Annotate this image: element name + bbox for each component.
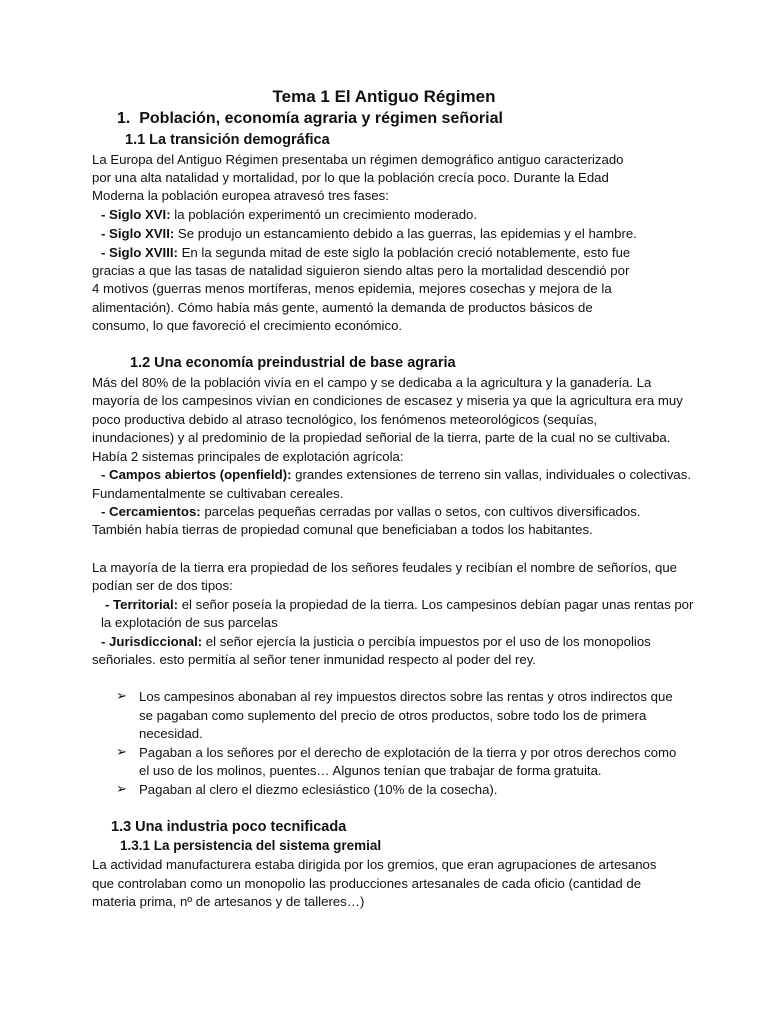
arrow-bullet-icon: ➢: [116, 744, 128, 759]
paragraph-line: la explotación de sus parcelas: [101, 615, 278, 630]
paragraph-line: podían ser de dos tipos:: [92, 578, 233, 593]
bullet-line: Pagaban a los señores por el derecho de explotación de la tierra y por otros derechos como: [139, 745, 677, 760]
paragraph-line: Moderna la población europea atravesó tres fases:: [92, 188, 389, 203]
text: Se produjo un estancamiento debido a las guerras, las epidemias y el hambre.: [174, 226, 637, 241]
text: En la segunda mitad de este siglo la población creció notablemente, esto fue: [177, 245, 631, 260]
paragraph-line: inundaciones) y al predominio de la propiedad señorial de la tierra, parte de la cual no se cultivaba.: [92, 430, 671, 445]
paragraph-line: La actividad manufacturera estaba dirigida por los gremios, que eran agrupaciones de artesanos: [92, 857, 657, 872]
paragraph-line: Más del 80% de la población vivía en el campo y se dedicaba a la agricultura y la ganadería. La: [92, 375, 652, 390]
term: - Siglo XVI:: [101, 207, 171, 222]
term: - Siglo XVIII:: [101, 245, 178, 260]
term: - Campos abiertos (openfield):: [101, 467, 292, 482]
term: - Territorial:: [105, 597, 179, 612]
term: - Siglo XVII:: [101, 226, 175, 241]
paragraph-line: gracias a que las tasas de natalidad siguieron siendo altas pero la mortalidad descendió por: [92, 263, 630, 278]
bullet-line: el uso de los molinos, puentes… Algunos tenían que trabajar de forma gratuita.: [139, 763, 602, 778]
paragraph-line: También había tierras de propiedad comunal que beneficiaban a todos los habitantes.: [92, 522, 593, 537]
bullet-line: se pagaban como suplemento del precio de otros productos, sobre todo los de primera: [139, 708, 647, 723]
paragraph-line: señoriales. esto permitía al señor tener inmunidad respecto al poder del rey.: [92, 652, 536, 667]
section-1-number: 1.: [117, 110, 131, 127]
bullet-line: Pagaban al clero el diezmo eclesiástico (10% de la cosecha).: [139, 782, 498, 797]
paragraph-line: La Europa del Antiguo Régimen presentaba un régimen demográfico antiguo caracterizado: [92, 152, 624, 167]
paragraph-line: poco productiva debido al atraso tecnológico, los fenómenos meteorológicos (sequías,: [92, 412, 598, 427]
heading-1-2: 1.2 Una economía preindustrial de base agraria: [130, 355, 456, 371]
paragraph-line: por una alta natalidad y mortalidad, por lo que la población crecía poco. Durante la Edad: [92, 170, 609, 185]
list-item-cercamientos: [101, 503, 640, 521]
paragraph-line: materia prima, nº de artesanos y de talleres…): [92, 894, 365, 909]
paragraph-line: consumo, lo que favoreció el crecimiento económico.: [92, 318, 403, 333]
heading-1-3: 1.3 Una industria poco tecnificada: [111, 819, 347, 835]
text: grandes extensiones de terreno sin vallas, individuales o colectivas.: [291, 467, 692, 482]
term: - Jurisdiccional:: [101, 634, 203, 649]
paragraph-line: alimentación). Cómo había más gente, aumentó la demanda de productos básicos de: [92, 300, 593, 315]
paragraph-line: Fundamentalmente se cultivaban cereales.: [92, 486, 344, 501]
bullet-line: Los campesinos abonaban al rey impuestos directos sobre las rentas y otros indirectos que: [139, 689, 673, 704]
text: el señor ejercía la justicia o percibía impuestos por el uso de los monopolios: [202, 634, 651, 649]
list-item-siglo-xvii: [101, 225, 637, 243]
paragraph-line: 4 motivos (guerras menos mortíferas, menos epidemia, mejores cosechas y mejora de la: [92, 281, 612, 296]
paragraph-line: La mayoría de la tierra era propiedad de los señores feudales y recibían el nombre de señoríos, que: [92, 560, 677, 575]
arrow-bullet-icon: ➢: [116, 781, 128, 796]
text: la población experimentó un crecimiento moderado.: [170, 207, 478, 222]
list-item-siglo-xvi: [101, 206, 477, 224]
paragraph-line: que controlaban como un monopolio las producciones artesanales de cada oficio (cantidad de: [92, 876, 642, 891]
text: parcelas pequeñas cerradas por vallas o setos, con cultivos diversificados.: [200, 504, 641, 519]
paragraph-line: mayoría de los campesinos vivían en condiciones de escasez y miseria ya que la agricultura era muy: [92, 393, 683, 408]
section-1-label: Población, economía agraria y régimen señorial: [139, 110, 503, 127]
section-1-heading: [117, 110, 503, 128]
term: - Cercamientos:: [101, 504, 201, 519]
list-item-territorial: [105, 596, 693, 614]
list-item-campos-abiertos: [101, 466, 691, 484]
arrow-bullet-icon: ➢: [116, 688, 128, 703]
page-title: Tema 1 El Antiguo Régimen: [272, 87, 496, 106]
bullet-line: necesidad.: [139, 726, 203, 741]
list-item-siglo-xviii: [101, 244, 630, 262]
paragraph-line: Había 2 sistemas principales de explotación agrícola:: [92, 449, 404, 464]
heading-1-1: 1.1 La transición demográfica: [125, 132, 330, 148]
list-item-jurisdiccional: [101, 633, 651, 651]
heading-1-3-1: 1.3.1 La persistencia del sistema gremial: [120, 838, 382, 853]
text: el señor poseía la propiedad de la tierra. Los campesinos debían pagar unas rentas por: [178, 597, 694, 612]
